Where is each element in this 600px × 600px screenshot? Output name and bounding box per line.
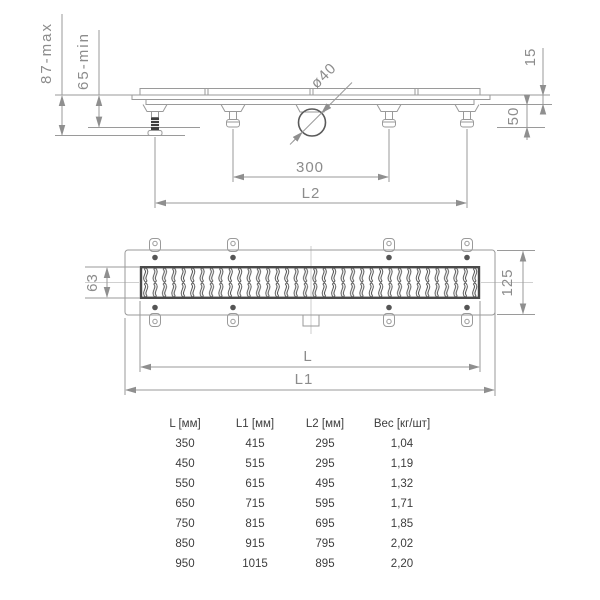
size-table-cell: 595 bbox=[315, 498, 335, 510]
size-table-row bbox=[150, 494, 444, 514]
side-view bbox=[55, 89, 552, 137]
col-header-l1: L1 [мм] bbox=[235, 418, 275, 430]
size-table-cell: 950 bbox=[175, 558, 195, 570]
size-table-row bbox=[150, 514, 444, 534]
dim-body-width: 125 bbox=[499, 268, 516, 297]
size-table-row bbox=[150, 554, 444, 574]
size-table-cell: 615 bbox=[245, 478, 265, 490]
size-table-cell: 650 bbox=[175, 498, 195, 510]
size-table-cell: 815 bbox=[245, 518, 265, 530]
size-table-cell: 495 bbox=[315, 478, 335, 490]
size-table-cell: 1,04 bbox=[390, 438, 414, 450]
foot-adjustable bbox=[148, 112, 162, 136]
foot bbox=[383, 112, 396, 128]
plan-view bbox=[85, 239, 533, 335]
dim-drain-diameter: ø40 bbox=[307, 59, 341, 93]
size-table-row bbox=[150, 474, 444, 494]
size-table-cell: 850 bbox=[175, 538, 195, 550]
dim-height-min: 65-min bbox=[75, 32, 92, 90]
dim-grate-width: 63 bbox=[84, 273, 101, 292]
size-table-cell: 295 bbox=[315, 438, 335, 450]
size-table-row bbox=[150, 454, 444, 474]
body-underside bbox=[146, 100, 474, 105]
size-table-cell: 695 bbox=[315, 518, 335, 530]
size-table-cell: 795 bbox=[315, 538, 335, 550]
size-table-cell: 1,32 bbox=[390, 478, 414, 490]
size-table-cell: 515 bbox=[245, 458, 265, 470]
size-table-cell: 450 bbox=[175, 458, 195, 470]
size-table-body bbox=[150, 434, 444, 574]
size-table-cell: 2,02 bbox=[390, 538, 414, 550]
dim-height-max: 87-max bbox=[38, 21, 55, 85]
size-table-cell: 350 bbox=[175, 438, 195, 450]
dim-length-l: L bbox=[303, 348, 313, 365]
drain-grate bbox=[141, 267, 479, 298]
size-table-cell: 1,85 bbox=[390, 518, 414, 530]
size-table-cell: 915 bbox=[245, 538, 265, 550]
dim-body-height: 50 bbox=[505, 106, 522, 126]
dim-foot-spacing: 300 bbox=[295, 159, 325, 176]
size-table-cell: 2,20 bbox=[390, 558, 414, 570]
size-table-cell: 550 bbox=[175, 478, 195, 490]
foot bbox=[227, 112, 240, 128]
size-table-cell: 715 bbox=[245, 498, 265, 510]
size-table bbox=[150, 414, 444, 574]
dim-length-l1: L1 bbox=[294, 371, 314, 388]
size-table-cell: 895 bbox=[315, 558, 335, 570]
size-table-cell: 1,19 bbox=[390, 458, 414, 470]
col-header-l: L [мм] bbox=[169, 418, 201, 430]
size-table-cell: 415 bbox=[245, 438, 265, 450]
size-table-row bbox=[150, 434, 444, 454]
dim-length-l2: L2 bbox=[301, 185, 321, 202]
size-table-cell: 750 bbox=[175, 518, 195, 530]
size-table-cell: 1015 bbox=[242, 558, 268, 570]
flange-strip bbox=[132, 95, 490, 100]
col-header-wes: Вес [кг/шт] bbox=[373, 418, 431, 430]
size-table-row bbox=[150, 534, 444, 554]
dim-flange-height: 15 bbox=[522, 47, 539, 67]
col-header-l2: L2 [мм] bbox=[305, 418, 345, 430]
foot bbox=[461, 112, 474, 128]
size-table-cell: 295 bbox=[315, 458, 335, 470]
size-table-header-row bbox=[150, 414, 444, 434]
size-table-cell: 1,71 bbox=[390, 498, 414, 510]
